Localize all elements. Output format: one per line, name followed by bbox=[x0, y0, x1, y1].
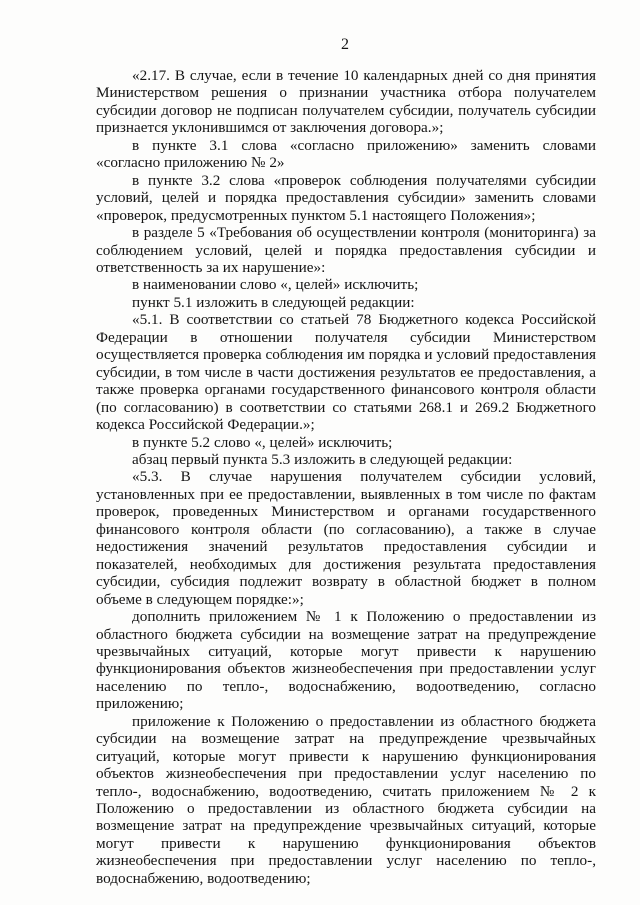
paragraph-appendix-2: приложение к Положению о предоставлении из областного бюджета субсидии на возмещение затрат на предупреждение чрезвычайных ситуаций, которые могут привести к нарушению функционирования объектов жизнеобеспечения при предоставлении услуг населению по тепло-, водоснабжению, водоотведению, считать приложением № 2 к Положению о предоставлении из областного бюджета субсидии на возмещение затрат на предупреждение чрезвычайных ситуаций, которые могут привести к нарушению функционирования объектов жизнеобеспечения при предоставлении услуг населению по тепло-, водоснабжению, водоотведению; bbox=[96, 712, 596, 887]
paragraph-section-5: в разделе 5 «Требования об осуществлении контроля (мониторинга) за соблюдением условий, целей и порядка предоставления субсидии и ответственность за их нарушение»: bbox=[96, 224, 596, 276]
paragraph-appendix-1: дополнить приложением № 1 к Положению о предоставлении из областного бюджета субсидии на возмещение затрат на предупреждение чрезвычайных ситуаций, которые могут привести к нарушению функционирования объектов жизнеобеспечения при предоставлении услуг населению по тепло-, водоснабжению, водоотведению, согласно приложению; bbox=[96, 608, 596, 713]
paragraph-point-5-3-text: «5.3. В случае нарушения получателем субсидии условий, установленных при ее предоставлении, выявленных в том числе по фактам проверок, проведенных Министерством и органами государственного финансового контроля области (по согласованию), а также в случае недостижения значений результатов предоставления субсидии и показателей, необходимых для достижения результата предоставления субсидии, субсидия подлежит возврату в областной бюджет в полном объеме в следующем порядке:»; bbox=[96, 468, 596, 608]
paragraph-point-5-1-text: «5.1. В соответствии со статьей 78 Бюджетного кодекса Российской Федерации в отношении получателя субсидии Министерством осуществляется проверка соблюдения им порядка и условий предоставления субсидии, в том числе в части достижения результатов ее предоставления, а также проверка органами государственного финансового контроля области (по согласованию) в соответствии со статьями 268.1 и 269.2 Бюджетного кодекса Российской Федерации.»; bbox=[96, 311, 596, 434]
paragraph-point-3-2: в пункте 3.2 слова «проверок соблюдения получателями субсидии условий, целей и порядка предоставления субсидии» заменить словами «проверок, предусмотренных пунктом 5.1 настоящего Положения»; bbox=[96, 171, 596, 224]
paragraph-point-5-3-intro: абзац первый пункта 5.3 изложить в следующей редакции: bbox=[132, 450, 513, 468]
paragraph-section-5-title: в наименовании слово «, целей» исключить; bbox=[132, 276, 419, 294]
document-body bbox=[96, 67, 596, 887]
page-number: 2 bbox=[341, 36, 349, 53]
paragraph-point-5-2: в пункте 5.2 слово «, целей» исключить; bbox=[132, 433, 393, 451]
paragraph-point-3-1: в пункте 3.1 слова «согласно приложению» заменить словами «согласно приложению № 2» bbox=[96, 136, 596, 172]
paragraph-2-17: «2.17. В случае, если в течение 10 календарных дней со дня принятия Министерством решения о признании участника отбора получателем субсидии договор не подписан получателем субсидии, получатель субсидии признается уклонившимся от заключения договора.»; bbox=[96, 67, 596, 137]
paragraph-point-5-1-intro: пункт 5.1 изложить в следующей редакции: bbox=[132, 293, 415, 311]
